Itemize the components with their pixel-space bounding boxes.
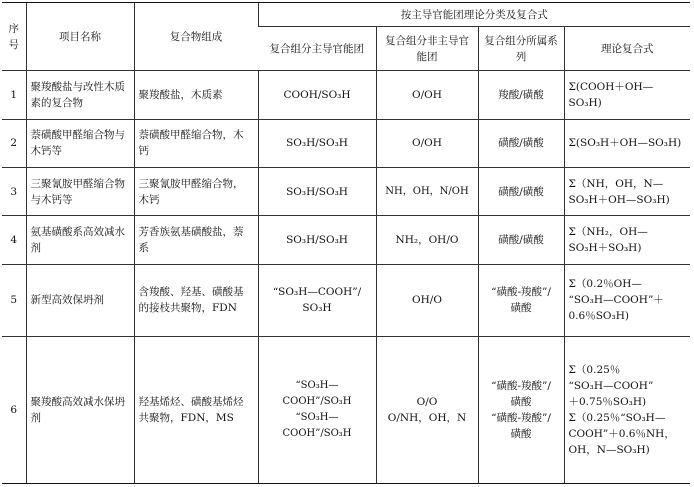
functional-group-table [2,2,690,484]
cell-main-group: COOH/SO₃H [258,71,376,119]
table-row [2,216,690,264]
cell-no: 2 [2,119,26,167]
cell-main-group: SO₃H/SO₃H [258,168,376,216]
cell-main-group: “SO₃H—COOH”/SO₃H “SO₃H—COOH”/SO₃H [258,337,376,484]
cell-name: 氨基磺酸系高效减水剂 [26,216,134,264]
cell-composition: 萘磺酸甲醛缩合物，木钙 [134,119,258,167]
table-row [2,119,690,167]
cell-no: 1 [2,71,26,119]
cell-series: 磺酸/磺酸 [478,216,564,264]
cell-composition: 三聚氰胺甲醛缩合物，木钙 [134,168,258,216]
table-row [2,337,690,484]
header-series: 复合组分所属系列 [478,27,564,71]
cell-main-group: “SO₃H—COOH”/ SO₃H [258,264,376,336]
header-group-title: 按主导官能团理论分类及复合式 [258,3,690,27]
cell-non-main-group: NH，OH，N/OH [376,168,478,216]
header-non-main-group: 复合组分非主导官能团 [376,27,478,71]
cell-name: 聚羧酸高效减水保坍剂 [26,337,134,484]
cell-series: “磺酸-羧酸”/ 磺酸 [478,264,564,336]
cell-name: 聚羧酸盐与改性木质素的复合物 [26,71,134,119]
cell-no: 4 [2,216,26,264]
cell-name: 新型高效保坍剂 [26,264,134,336]
header-formula: 理论复合式 [564,27,690,71]
cell-no: 3 [2,168,26,216]
cell-series: 羧酸/磺酸 [478,71,564,119]
cell-composition: 含羧酸、羟基、磺酸基的接枝共聚物，FDN [134,264,258,336]
header-no: 序号 [2,3,26,71]
cell-composition: 芳香族氨基磺酸盐，萘系 [134,216,258,264]
header-composition: 复合物组成 [134,3,258,71]
table-row [2,168,690,216]
cell-non-main-group: O/OH [376,71,478,119]
table-row [2,71,690,119]
cell-name: 萘磺酸甲醛缩合物与木钙等 [26,119,134,167]
cell-no: 5 [2,264,26,336]
cell-series: 磺酸/磺酸 [478,119,564,167]
cell-formula: Σ（0.2％OH— “SO₃H—COOH”＋ 0.6％SO₃H) [564,264,690,336]
cell-composition: 羟基烯烃、磺酸基烯烃共聚物，FDN，MS [134,337,258,484]
cell-main-group: SO₃H/SO₃H [258,119,376,167]
cell-non-main-group: NH₂，OH/O [376,216,478,264]
cell-formula: Σ（NH，OH，N— SO₃H＋OH—SO₃H) [564,168,690,216]
cell-non-main-group: O/O O/NH，OH，N [376,337,478,484]
cell-main-group: SO₃H/SO₃H [258,216,376,264]
cell-formula: Σ（NH₂，OH— SO₃H＋SO₃H) [564,216,690,264]
cell-name: 三聚氰胺甲醛缩合物与木钙等 [26,168,134,216]
header-name: 项目名称 [26,3,134,71]
cell-formula: Σ（0.25％ “SO₃H—COOH” ＋0.75％SO₃H) Σ（0.25％“SO₃H— COOH”＋0.6％NH， OH，N—SO₃H) [564,337,690,484]
cell-formula: Σ(COOH＋OH—SO₃H) [564,71,690,119]
cell-non-main-group: O/OH [376,119,478,167]
cell-non-main-group: OH/O [376,264,478,336]
header-main-group: 复合组分主导官能团 [258,27,376,71]
cell-composition: 聚羧酸盐，木质素 [134,71,258,119]
cell-no: 6 [2,337,26,484]
cell-formula: Σ(SO₃H＋OH—SO₃H) [564,119,690,167]
table-row [2,264,690,336]
cell-series: “磺酸-羧酸”/ 磺酸 “磺酸-羧酸”/ 磺酸 [478,337,564,484]
cell-series: 磺酸/磺酸 [478,168,564,216]
